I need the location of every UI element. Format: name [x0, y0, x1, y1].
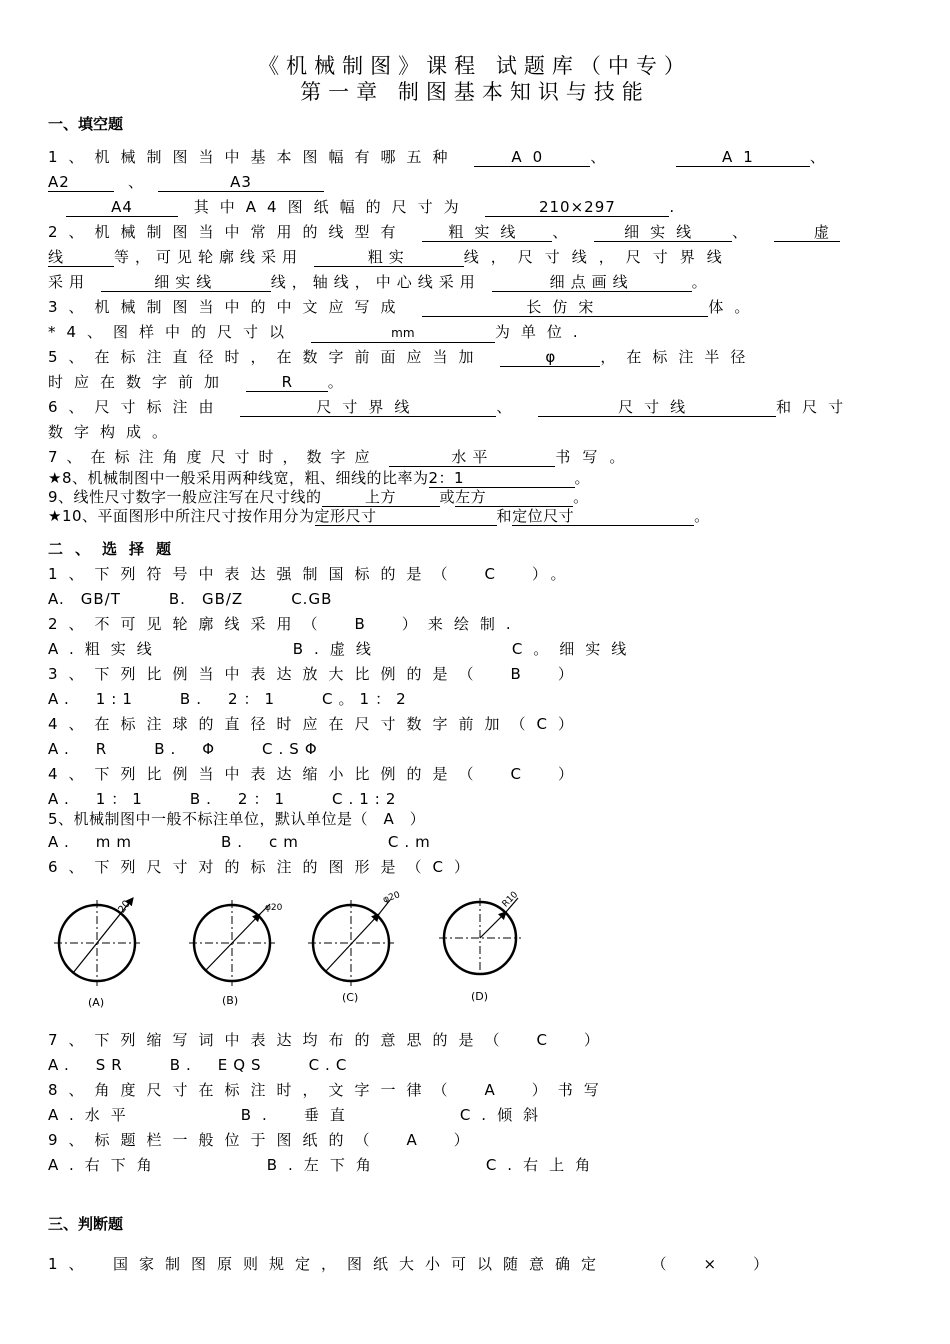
q1-answer-a3: A3	[158, 173, 324, 192]
page-title: 《机械制图》课程 试题库（中专）	[258, 54, 692, 78]
figure-b-dim: φ20	[265, 903, 283, 913]
q6-mid: 和尺寸	[776, 398, 855, 416]
dimension-figures	[40, 888, 560, 1008]
q1-answer-a0: A0	[474, 148, 590, 167]
q6-text: 6、尺寸标注由	[48, 398, 225, 416]
q4-answer: mm	[311, 324, 495, 343]
q10-answer2: 定位尺寸	[512, 507, 694, 526]
s2-line-9: A. 1：1 B. 2：1 C.1:2	[48, 790, 402, 808]
q5-text2: 时应在数字前加	[48, 373, 231, 391]
q2-mid4: 线，轴线，中心线采用	[270, 273, 481, 291]
q10-answer1: 定形尺寸	[315, 507, 497, 526]
q9-end: 。	[573, 488, 589, 506]
q3-end: 体。	[708, 298, 761, 316]
q7-text: 7、在标注角度尺寸时，数字应	[48, 448, 379, 466]
q9-line	[48, 486, 589, 507]
q6-answer1: 尺寸界线	[240, 398, 496, 417]
q2-mid3: 采用	[48, 273, 91, 291]
q10-end: 。	[694, 507, 710, 525]
q9-mid: 或	[439, 488, 456, 506]
figure-b-label: (B)	[222, 994, 239, 1007]
s3-line-0: 1、 国家制图原则规定，图纸大小可以随意确定 （ × ）	[48, 1255, 780, 1273]
q5-answer2: R	[246, 373, 328, 392]
q8-line	[48, 467, 590, 488]
s2-line-4: 3、下列比例当中表达放大比例的是（ B ）	[48, 665, 584, 683]
figure-d-label: (D)	[471, 990, 489, 1003]
section-judge-heading: 三、判断题	[48, 1215, 124, 1233]
q1-text: 1、机械制图当中基本图幅有哪五种	[48, 148, 459, 166]
q9-text: 9、线性尺寸数字一般应注写在尺寸线的	[48, 488, 322, 506]
q2-text: 2、机械制图当中常用的线型有	[48, 223, 407, 241]
q1-line3	[66, 196, 685, 217]
q7-end: 书写。	[555, 448, 637, 466]
q5-line1	[48, 346, 756, 367]
figure-a	[54, 898, 140, 1008]
q5-text: 5、在标注直径时，在数字前面应当加	[48, 348, 485, 366]
q1-sep1: 、	[590, 148, 617, 166]
s2-line-11: A. mm B. cm C.m	[48, 833, 436, 851]
q7-answer: 水平	[389, 448, 555, 467]
s2-line-12: 6、下列尺寸对的标注的图形是（C）	[48, 858, 481, 876]
s2-line-3: A.粗实线 B.虚线 C。细实线	[48, 640, 638, 658]
q2-mid1: 等，可见轮廓线采用	[114, 248, 304, 266]
q2-answer3a: 虚	[774, 223, 840, 242]
q2-answer1: 粗实线	[422, 223, 552, 242]
q1-answer-a4: A4	[66, 198, 178, 217]
s2-line-8: 4、下列比例当中表达缩小比例的是（ C ）	[48, 765, 585, 783]
q8-text: ★8、机械制图中一般采用两种线宽，粗、细线的比率为	[48, 469, 429, 487]
q9-answer1: 上方	[322, 488, 440, 507]
q2-end: 。	[691, 273, 713, 291]
section-fill-blank-heading: 一、填空题	[48, 115, 124, 133]
s2-line2-5: A.右下角 B.左下角 C.右上角	[48, 1156, 602, 1174]
s2-line-6: 4、在标注球的直径时应在尺寸数字前加（C）	[48, 715, 585, 733]
q1-line1	[48, 146, 836, 167]
figure-c-label: (C)	[342, 991, 359, 1004]
section-choice-heading: 二、选择题	[48, 540, 184, 558]
q2-answer6: 细点画线	[492, 273, 692, 292]
q2-answer4: 粗实	[314, 248, 464, 267]
q2-line3	[48, 271, 713, 292]
q5-mid: ，在标注半径	[600, 348, 757, 366]
q1-line2	[48, 171, 324, 192]
q3-answer: 长仿宋	[422, 298, 708, 317]
s2-line-2: 2、不可见轮廓线采用（ B ）来绘制.	[48, 615, 522, 633]
figure-c	[308, 890, 402, 1004]
q5-answer1: φ	[500, 348, 600, 367]
q2-line2	[48, 246, 734, 267]
q9-answer2: 左方	[455, 488, 573, 507]
q10-line	[48, 505, 710, 526]
q3-line	[48, 296, 760, 317]
s2-line-10: 5、机械制图中一般不标注单位，默认单位是（ A ）	[48, 810, 426, 828]
q1-end: .	[669, 198, 686, 216]
q2-line1	[48, 221, 840, 242]
chapter-title: 第一章 制图基本知识与技能	[300, 80, 650, 104]
q10-text: ★10、平面图形中所注尺寸按作用分为	[48, 507, 315, 525]
figure-a-dim: 20	[116, 898, 133, 916]
q2-answer5: 细实线	[101, 273, 271, 292]
figure-b	[189, 900, 283, 1007]
q8-answer: 2：1	[429, 469, 575, 488]
figure-d	[439, 890, 521, 1003]
s2-line2-4: 9、标题栏一般位于图纸的（ A ）	[48, 1131, 480, 1149]
q8-end: 。	[574, 469, 591, 487]
q6-answer2: 尺寸线	[538, 398, 776, 417]
q5-end: 。	[327, 373, 354, 391]
q6-sep: 、	[496, 398, 523, 416]
q2-mid2: 线，尺寸线，尺寸界线	[463, 248, 734, 266]
s2-line2-1: A. SR B. EQS C.C	[48, 1056, 353, 1074]
q6-line2: 数字构成。	[48, 423, 179, 441]
q1-mid: 其中A4图纸幅的尺寸为	[193, 198, 470, 216]
q10-mid: 和	[496, 507, 513, 525]
s2-line2-2: 8、角度尺寸在标注时，文字一律（ A ）书写	[48, 1081, 610, 1099]
s2-line-5: A. 1:1 B. 2：1 C。1：2	[48, 690, 412, 708]
q2-sep2: 、	[732, 223, 759, 241]
q2-answer2: 细实线	[594, 223, 732, 242]
q1-sep2: 、	[809, 148, 836, 166]
q6-line1	[48, 396, 854, 417]
q4-line	[48, 321, 589, 343]
figure-a-label: (A)	[88, 996, 105, 1008]
q4-text: *4、图样中的尺寸以	[48, 323, 296, 341]
q5-line2	[48, 371, 354, 392]
s2-line-1: A. GB/T B. GB/Z C.GB	[48, 590, 333, 608]
figure-d-dim: R10	[500, 889, 521, 910]
s2-line-7: A. R B. Φ C.SΦ	[48, 740, 323, 758]
q1-answer-a1: A1	[676, 148, 810, 167]
q2-answer3b: 线	[48, 248, 114, 267]
q1-answer-size: 210×297	[485, 198, 669, 217]
q7-line	[48, 446, 636, 467]
q2-sep1: 、	[552, 223, 579, 241]
q3-text: 3、机械制图当中的中文应写成	[48, 298, 407, 316]
s2-line2-3: A.水平 B. 垂直 C.倾斜	[48, 1106, 550, 1124]
s2-line2-0: 7、下列缩写词中表达均布的意思的是（ C ）	[48, 1031, 611, 1049]
q1-sep3: 、	[128, 173, 145, 191]
figure-c-dim: φ20	[381, 890, 402, 906]
q4-end: 为单位.	[494, 323, 589, 341]
s2-line-0: 1、下列符号中表达强制国标的是（ C ）。	[48, 565, 577, 583]
q1-answer-a2: A2	[48, 173, 114, 192]
